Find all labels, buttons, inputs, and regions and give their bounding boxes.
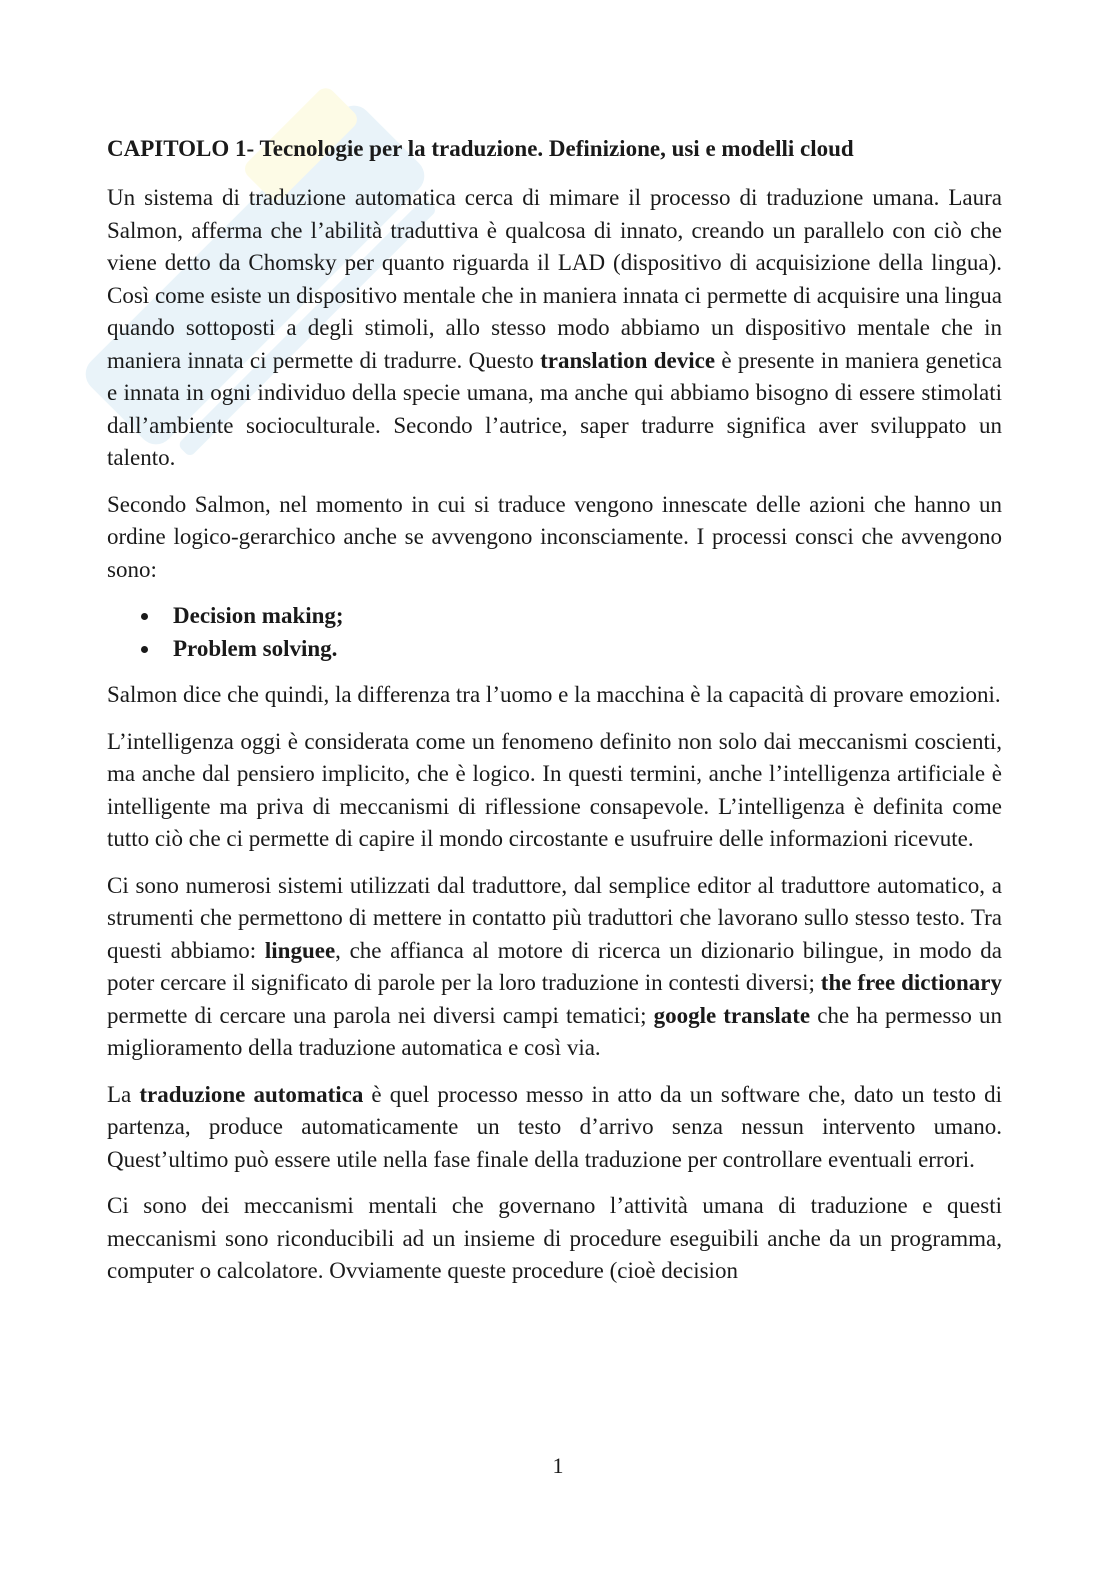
list-item: Problem solving. bbox=[173, 633, 1002, 666]
paragraph-4: L’intelligenza oggi è considerata come un fenomeno definito non solo dai meccanismi coscienti, ma anche dal pensiero implicito, che è logico. In questi termini, anche l’intelligenza artificiale è intelligente ma priva di meccanismi di riflessione consapevole. L’intelligenza è definita come tutto ciò che ci permette di capire il mondo circostante e usufruire delle informazioni ricevute. bbox=[107, 728, 1002, 851]
paragraph-7: Ci sono dei meccanismi mentali che governano l’attività umana di traduzione e questi meccanismi sono riconducibili ad un insieme di procedure eseguibili anche da un programma, computer o calcolatore. Ovviamente queste procedure (cioè decision bbox=[107, 1193, 1002, 1283]
list-item: Decision making; bbox=[173, 600, 1002, 633]
paragraph-6: La traduzione automatica è quel processo messo in atto da un software che, dato un testo di partenza, produce automaticamente un testo d’arrivo senza nessun intervento umano. Quest’ultimo può essere utile nella fase finale della traduzione per controllare eventuali errori. bbox=[107, 1081, 1003, 1172]
paragraph-1: Un sistema di traduzione automatica cerca di mimare il processo di traduzione umana. Laura Salmon, afferma che l’abilità traduttiva è qualcosa di innato, creando un parallelo con ciò che viene detto da Chomsky per quanto riguarda il LAD (dispositivo di acquisizione della lingua). Così come esiste un dispositivo mentale che in maniera innata ci permette di acquisire una lingua quando sottoposti a degli stimoli, allo stesso modo abbiamo un dispositivo mentale che in maniera innata ci permette di tradurre. Questo translation device è presente in maniera genetica e innata in ogni individuo della specie umana, ma anche qui abbiamo bisogno di essere stimolati dall’ambiente socioculturale. Secondo l’autrice, saper tradurre significa aver sviluppato un talento. bbox=[107, 185, 1003, 470]
paragraph-5: Ci sono numerosi sistemi utilizzati dal traduttore, dal semplice editor al traduttore automatico, a strumenti che permettono di mettere in contatto più traduttori che lavorano sullo stesso testo. Tra questi abbiamo: linguee, che affianca al motore di ricerca un dizionario bilingue, in modo da poter cercare il significato di parole per la loro traduzione in contesti diversi; the free dictionary permette di cercare una parola nei diversi campi tematici; google translate che ha permesso un miglioramento della traduzione automatica e così via. bbox=[107, 872, 1003, 1060]
document-page bbox=[107, 128, 1002, 1302]
paragraph-2: Secondo Salmon, nel momento in cui si traduce vengono innescate delle azioni che hanno un ordine logico-gerarchico anche se avvengono inconsciamente. I processi consci che avvengono sono: bbox=[107, 491, 1002, 582]
chapter-heading: CAPITOLO 1- Tecnologie per la traduzione. Definizione, usi e modelli cloud bbox=[107, 136, 854, 161]
bullet-list bbox=[107, 600, 1002, 665]
page-number: 1 bbox=[552, 1453, 564, 1478]
paragraph-3: Salmon dice che quindi, la differenza tra l’uomo e la macchina è la capacità di provare emozioni. bbox=[107, 682, 1001, 707]
